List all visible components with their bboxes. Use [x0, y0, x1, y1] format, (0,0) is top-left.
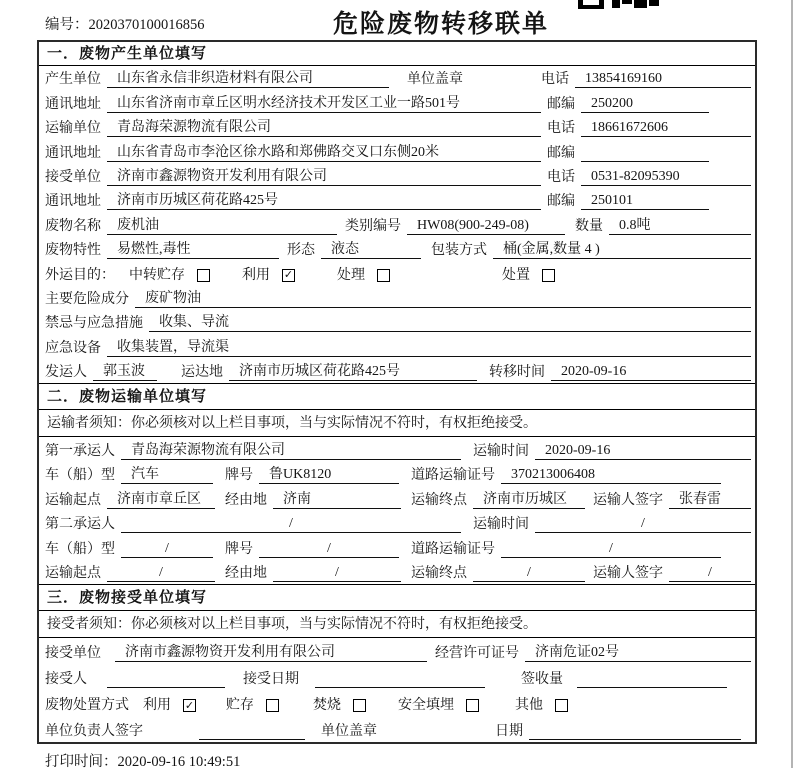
shipper-value: 郭玉波 [103, 364, 145, 380]
purpose-option-transfer-storage: 中转贮存 [129, 267, 185, 283]
waste-name-value: 废机油 [117, 217, 159, 233]
section1-title: 一．废物产生单位填写 [39, 42, 755, 66]
equipment-label: 应急设备 [45, 340, 101, 356]
row-receiver-address [39, 188, 755, 212]
checkbox-dispose [542, 269, 555, 282]
producer-phone-value: 13854169160 [585, 71, 662, 87]
zip-label: 邮编 [547, 96, 575, 112]
sign1-field [669, 490, 751, 509]
transport-time-label: 运输时间 [473, 443, 529, 459]
receiver-value: 济南市鑫源物资开发利用有限公司 [117, 168, 327, 184]
via-label: 经由地 [225, 492, 267, 508]
license-field [525, 643, 751, 662]
end2-value: / [527, 565, 531, 581]
disposal-option-other: 其他 [515, 698, 543, 714]
checkbox-mark: ✓ [184, 698, 195, 712]
producer-address-field [107, 94, 541, 113]
disposal-label: 废物处置方式 [45, 698, 129, 714]
origin-label: 运输起点 [45, 492, 101, 508]
qr-code-fragment [578, 0, 660, 9]
checkbox-disposal-utilize [183, 699, 196, 712]
zip-label: 邮编 [547, 145, 575, 161]
receiving-date-label: 接受日期 [243, 672, 299, 688]
zip-label: 邮编 [547, 194, 575, 210]
shipper-field [93, 362, 157, 381]
row-carrier2 [39, 511, 755, 536]
carrier2-field [121, 514, 461, 533]
address-label: 通讯地址 [45, 145, 101, 161]
vehicle1-value: 汽车 [131, 467, 159, 483]
carrier1-field [121, 441, 461, 460]
transporter-value: 青岛海荣源物流有限公司 [117, 120, 271, 136]
transporter-field [107, 118, 541, 137]
carrier1-value: 青岛海荣源物流有限公司 [131, 442, 285, 458]
row-shipper [39, 359, 755, 383]
row-route2 [39, 560, 755, 585]
permit-label: 道路运输证号 [411, 468, 495, 484]
serial-number-line [45, 13, 205, 34]
origin1-value: 济南市章丘区 [117, 491, 201, 507]
destination-field [229, 362, 477, 381]
vehicle-label: 车（船）型 [45, 468, 115, 484]
character-label: 废物特性 [45, 243, 101, 259]
producer-phone-field [575, 69, 751, 88]
taboo-label: 禁忌与应急措施 [45, 316, 143, 332]
receiver-label: 接受单位 [45, 169, 101, 185]
quantity-label: 数量 [575, 218, 603, 234]
permit1-value: 370213006408 [511, 467, 595, 483]
address-label: 通讯地址 [45, 194, 101, 210]
row-hazard-component [39, 286, 755, 310]
endpoint-label: 运输终点 [411, 566, 467, 582]
transfer-time-label: 转移时间 [489, 365, 545, 381]
checkbox-disposal-landfill [466, 699, 479, 712]
via1-value: 济南 [283, 491, 311, 507]
via2-value: / [335, 565, 339, 581]
responsible-sign-label: 单位负责人签字 [45, 724, 143, 740]
transporter-phone-field [581, 118, 751, 137]
transporter-label: 运输单位 [45, 121, 101, 137]
receiving-person-label: 接受人 [45, 672, 87, 688]
quantity-field [609, 216, 751, 235]
receiver-zip-field [581, 191, 709, 210]
transfer-time-value: 2020-09-16 [561, 364, 627, 380]
endpoint-label: 运输终点 [411, 492, 467, 508]
date-label: 日期 [495, 724, 523, 740]
carrier1-time-field [535, 441, 751, 460]
transporter-notice: 运输者须知：你必须核对以上栏目事项，当与实际情况不符时，有权拒绝接受。 [39, 410, 755, 437]
row-disposal-method [39, 690, 755, 716]
equipment-field [107, 338, 751, 357]
permit2-field [501, 539, 721, 558]
row-vehicle2 [39, 535, 755, 560]
producer-zip-value: 250200 [591, 95, 633, 111]
row-purpose [39, 261, 755, 285]
transporter-address-value: 山东省青岛市李沧区徐水路和郑佛路交叉口东侧20米 [117, 144, 439, 160]
address-label: 通讯地址 [45, 96, 101, 112]
category-field [407, 216, 565, 235]
print-time-value: 2020-09-16 10:49:51 [117, 754, 241, 768]
sign2-field [669, 563, 751, 582]
origin1-field [107, 490, 215, 509]
unit-seal-label: 单位盖章 [407, 72, 463, 88]
transfer-time-field [551, 362, 751, 381]
checkbox-mark: ✓ [283, 268, 294, 282]
receiving-unit-value: 济南市鑫源物资开发利用有限公司 [125, 645, 335, 661]
character-field [107, 240, 279, 259]
destination-value: 济南市历城区荷花路425号 [239, 364, 400, 380]
receiver-zip-value: 250101 [591, 193, 633, 209]
serial-label: 编号： [45, 17, 89, 33]
form-label: 形态 [287, 243, 315, 259]
category-label: 类别编号 [345, 218, 401, 234]
origin2-field [107, 563, 215, 582]
form-field [321, 240, 421, 259]
section-transporter [39, 383, 755, 584]
form-value: 液态 [331, 242, 359, 258]
carrier1-label: 第一承运人 [45, 443, 115, 459]
origin-label: 运输起点 [45, 566, 101, 582]
transport-time-label: 运输时间 [473, 517, 529, 533]
row-waste-name [39, 212, 755, 236]
hazard-field [135, 289, 751, 308]
packing-value: 桶(金属,数量 4 ) [503, 242, 600, 258]
permit2-value: / [609, 540, 613, 556]
checkbox-disposal-incinerate [353, 699, 366, 712]
phone-label: 电话 [547, 169, 575, 185]
license-value: 济南危证02号 [535, 645, 619, 661]
permit-label: 道路运输证号 [411, 541, 495, 557]
receiving-date-field [315, 669, 485, 688]
checkbox-utilize [282, 269, 295, 282]
sign2-value: / [708, 565, 712, 581]
row-producer-address [39, 90, 755, 114]
row-receiving-unit [39, 638, 755, 664]
disposal-option-incinerate: 焚烧 [313, 698, 341, 714]
carrier2-label: 第二承运人 [45, 517, 115, 533]
unit-seal-label: 单位盖章 [321, 724, 377, 740]
print-time-label: 打印时间： [45, 754, 118, 768]
row-receiver [39, 164, 755, 188]
sign1-value: 张春雷 [679, 491, 721, 507]
scan-page-edge [791, 0, 793, 768]
sign-label: 运输人签字 [593, 566, 663, 582]
document-header [0, 0, 796, 40]
receiving-unit-field [115, 643, 427, 662]
row-carrier1 [39, 437, 755, 462]
purpose-option-dispose: 处置 [502, 267, 530, 283]
receiving-unit-label: 接受单位 [45, 646, 101, 662]
plate1-field [259, 465, 399, 484]
producer-label: 产生单位 [45, 72, 101, 88]
row-receiving-person [39, 664, 755, 690]
destination-label: 运达地 [181, 365, 223, 381]
transporter-address-field [107, 143, 541, 162]
serial-value: 2020370100016856 [88, 17, 205, 33]
sign-label: 运输人签字 [593, 492, 663, 508]
row-waste-character [39, 237, 755, 261]
section3-title: 三．废物接受单位填写 [39, 584, 755, 611]
carrier2-time-field [535, 514, 751, 533]
plate1-value: 鲁UK8120 [269, 467, 332, 483]
row-producer [39, 66, 755, 90]
row-transporter [39, 115, 755, 139]
manifest-form [37, 40, 757, 744]
date-field [529, 721, 741, 740]
taboo-field [149, 313, 751, 332]
end1-field [473, 490, 585, 509]
via1-field [273, 490, 401, 509]
origin2-value: / [159, 565, 163, 581]
checkbox-disposal-other [555, 699, 568, 712]
row-emergency-equipment [39, 334, 755, 358]
vehicle2-value: / [165, 540, 169, 556]
taboo-value: 收集、导流 [159, 315, 229, 331]
vehicle-label: 车（船）型 [45, 541, 115, 557]
hazard-value: 废矿物油 [145, 290, 201, 306]
plate2-field [259, 539, 399, 558]
vehicle2-field [121, 539, 213, 558]
receiver-address-field [107, 191, 541, 210]
section2-title: 二．废物运输单位填写 [39, 383, 755, 410]
plate2-value: / [327, 540, 331, 556]
end1-value: 济南市历城区 [483, 491, 567, 507]
via2-field [273, 563, 401, 582]
receiver-field [107, 167, 541, 186]
transporter-zip-field [581, 143, 709, 162]
receiver-address-value: 济南市历城区荷花路425号 [117, 193, 278, 209]
equipment-value: 收集装置，导流渠 [117, 339, 229, 355]
license-label: 经营许可证号 [435, 646, 519, 662]
section-receiver [39, 584, 755, 742]
producer-address-value: 山东省济南市章丘区明水经济技术开发区工业一路501号 [117, 95, 460, 111]
row-vehicle1 [39, 462, 755, 487]
phone-label: 电话 [541, 72, 569, 88]
carrier1-time-value: 2020-09-16 [545, 442, 611, 458]
disposal-option-storage: 贮存 [226, 698, 254, 714]
waste-name-label: 废物名称 [45, 218, 101, 234]
checkbox-transfer-storage [197, 269, 210, 282]
shipper-label: 发运人 [45, 365, 87, 381]
packing-label: 包装方式 [431, 243, 487, 259]
responsible-sign-field [199, 721, 305, 740]
waste-name-field [107, 216, 337, 235]
purpose-option-treat: 处理 [337, 267, 365, 283]
receiving-person-field [107, 669, 225, 688]
producer-value: 山东省永信非织造材料有限公司 [117, 71, 313, 87]
packing-field [493, 240, 751, 259]
checkbox-treat [377, 269, 390, 282]
plate-label: 牌号 [225, 541, 253, 557]
section-producer [39, 42, 755, 383]
transporter-phone-value: 18661672606 [591, 120, 668, 136]
row-route1 [39, 486, 755, 511]
hazard-label: 主要危险成分 [45, 291, 129, 307]
amount-field [577, 669, 727, 688]
carrier2-time-value: / [641, 516, 645, 532]
vehicle1-field [121, 465, 213, 484]
row-responsible-sign [39, 716, 755, 742]
disposal-option-utilize: 利用 [143, 698, 171, 714]
row-transporter-address [39, 139, 755, 163]
end2-field [473, 563, 585, 582]
via-label: 经由地 [225, 566, 267, 582]
purpose-label: 外运目的： [45, 267, 115, 283]
character-value: 易燃性,毒性 [117, 242, 191, 258]
receiver-notice: 接受者须知：你必须核对以上栏目事项，当与实际情况不符时，有权拒绝接受。 [39, 611, 755, 638]
purpose-option-utilize: 利用 [242, 267, 270, 283]
amount-label: 签收量 [521, 672, 563, 688]
permit1-field [501, 465, 721, 484]
disposal-option-landfill: 安全填埋 [398, 698, 454, 714]
phone-label: 电话 [547, 121, 575, 137]
plate-label: 牌号 [225, 468, 253, 484]
receiver-phone-field [581, 167, 751, 186]
producer-zip-field [581, 94, 709, 113]
producer-field [107, 69, 389, 88]
quantity-value: 0.8吨 [619, 217, 651, 233]
row-taboo-measures [39, 310, 755, 334]
page-title: 危险废物转移联单 [333, 11, 550, 38]
carrier2-value: / [289, 516, 293, 532]
checkbox-disposal-storage [266, 699, 279, 712]
category-value: HW08(900-249-08) [417, 217, 529, 233]
print-time-line [45, 750, 240, 768]
receiver-phone-value: 0531-82095390 [591, 168, 680, 184]
